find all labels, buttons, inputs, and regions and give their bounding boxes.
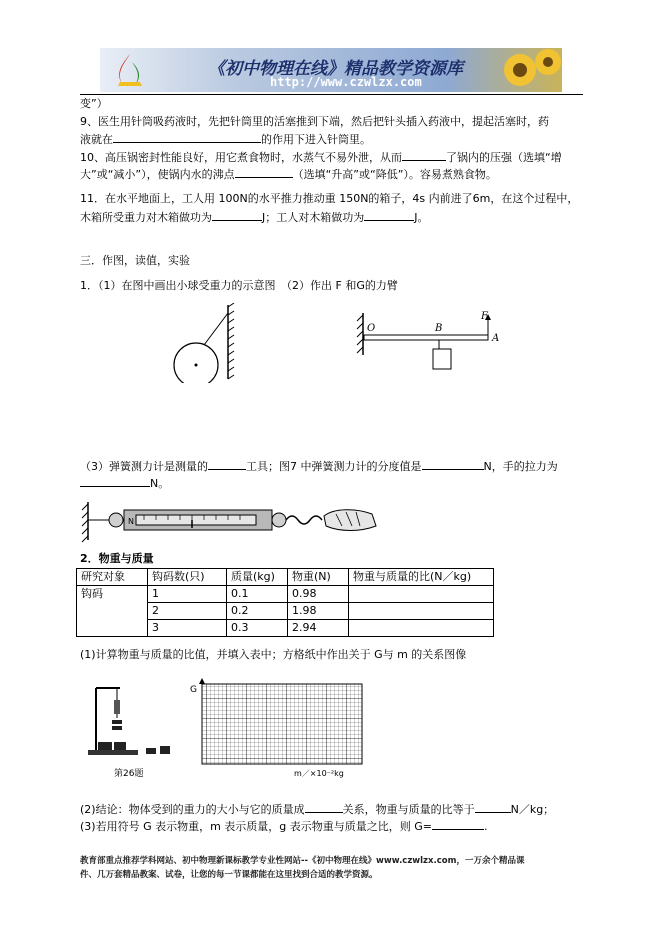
label-O: O [367, 323, 376, 334]
text: 10、高压锅密封性能良好，用它煮食物时，水蒸气不易外泄，从而 [80, 151, 402, 164]
text: （选填“升高”或“降低”）。容易煮熟食物。 [292, 168, 497, 181]
problem-2-heading: 2．物重与质量 [80, 552, 154, 565]
question-10 [80, 150, 562, 165]
text: N，手的拉力为 [483, 460, 558, 473]
graph-y-label: G [190, 685, 197, 695]
hand-icon [324, 510, 376, 531]
text: N。 [150, 477, 170, 490]
label-A: A [492, 333, 500, 344]
footer-line: 教育部重点推荐学科网站、初中物理新课标教学专业性网站--《初中物理在线》www.czwlzx.com，一万余个精品课 [80, 856, 525, 866]
text: （3）弹簧测力计是测量的 [80, 460, 208, 473]
answer-blank[interactable] [475, 802, 511, 813]
table-cell: 钩码 [77, 586, 148, 637]
answer-blank[interactable] [208, 459, 246, 470]
table-cell: 2 [148, 603, 227, 620]
answer-blank[interactable] [235, 167, 293, 178]
question-9: 9、医生用针筒吸药液时，先把针筒里的活塞推到下端，然后把针头插入药液中，提起活塞时，药 [80, 115, 549, 128]
banner-url[interactable]: http://www.czwlzx.com [270, 75, 422, 89]
text: N／kg； [510, 803, 555, 816]
answer-blank[interactable] [212, 210, 262, 221]
text: J。 [414, 211, 429, 224]
figure-caption: 第26题 [114, 769, 144, 779]
question-10-cont [80, 167, 497, 182]
text: J；工人对木箱做功为 [262, 211, 365, 224]
table-row [77, 586, 494, 603]
answer-blank[interactable] [422, 459, 484, 470]
table-cell: 3 [148, 620, 227, 637]
table-cell: 0.3 [227, 620, 288, 637]
data-table [76, 568, 494, 637]
footer-line: 件、几万套精品教案、试卷，让您的每一节课都能在这里找到合适的教学资源。 [80, 870, 378, 880]
section-heading: 三．作图，读值，实验 [80, 254, 190, 267]
table-header-row [77, 569, 494, 586]
text: 了锅内的压强（选填“增 [446, 151, 562, 164]
instruction-2 [80, 802, 554, 817]
answer-blank[interactable] [305, 802, 343, 813]
question-9-cont [80, 132, 371, 147]
text-line: 变”） [80, 97, 108, 110]
problem-1-3-cont [80, 476, 169, 491]
header-rule [80, 94, 583, 95]
label-F: F [481, 311, 488, 322]
banner-title: 《初中物理在线》精品教学资源库 [208, 59, 463, 79]
text: (2)结论：物体受到的重力的大小与它的质量成 [80, 803, 305, 816]
graph-paper [186, 678, 376, 780]
table-header: 物重(N) [288, 569, 349, 586]
instruction-1: (1)计算物重与质量的比值，并填入表中；方格纸中作出关于 G与 m 的关系图像 [80, 648, 467, 661]
table-cell: 0.1 [227, 586, 288, 603]
text: 木箱所受重力对木箱做功为 [80, 211, 212, 224]
table-header: 研究对象 [77, 569, 148, 586]
graph-x-label: m／×10⁻²kg [294, 769, 344, 778]
hanging-ball-figure [168, 303, 238, 383]
scale-unit-label: N [128, 517, 134, 526]
answer-cell[interactable] [349, 586, 494, 603]
apparatus-figure [84, 680, 174, 780]
answer-blank[interactable] [432, 819, 484, 830]
label-B: B [435, 323, 443, 334]
table-cell: 1 [148, 586, 227, 603]
text: 的作用下进入针筒里。 [261, 133, 371, 146]
spring-scale-figure [80, 498, 380, 544]
table-header: 钩码数(只) [148, 569, 227, 586]
lever-figure [355, 307, 505, 377]
answer-cell[interactable] [349, 603, 494, 620]
answer-blank[interactable] [113, 132, 261, 143]
table-cell: 0.98 [288, 586, 349, 603]
footer [80, 854, 524, 882]
text: (3)若用符号 G 表示物重，m 表示质量，g 表示物重与质量之比，则 G= [80, 820, 433, 833]
logo-icon [112, 52, 146, 88]
problem-1-3 [80, 459, 558, 474]
header-banner [100, 48, 562, 92]
table-cell: 2.94 [288, 620, 349, 637]
answer-blank[interactable] [80, 476, 150, 487]
instruction-3 [80, 819, 488, 834]
problem-1: 1．（1）在图中画出小球受重力的示意图 （2）作出 F 和G的力臂 [80, 279, 398, 292]
text: 工具；图7 中弹簧测力计的分度值是 [246, 460, 422, 473]
answer-blank[interactable] [364, 210, 414, 221]
table-header: 质量(kg) [227, 569, 288, 586]
answer-cell[interactable] [349, 620, 494, 637]
question-11: 11．在水平地面上，工人用 100N的水平推力推动重 150N的箱子，4s 内前进了6m，在这个过程中， [80, 192, 579, 205]
text: 关系，物重与质量的比等于 [342, 803, 475, 816]
question-11-cont [80, 210, 429, 225]
text: 液就在 [80, 133, 113, 146]
sunflower-image [500, 48, 562, 92]
table-cell: 0.2 [227, 603, 288, 620]
table-cell: 1.98 [288, 603, 349, 620]
text: 大”或“减小”），使锅内水的沸点 [80, 168, 235, 181]
table-header: 物重与质量的比(N／kg) [349, 569, 494, 586]
text: . [484, 820, 488, 833]
answer-blank[interactable] [402, 150, 446, 161]
